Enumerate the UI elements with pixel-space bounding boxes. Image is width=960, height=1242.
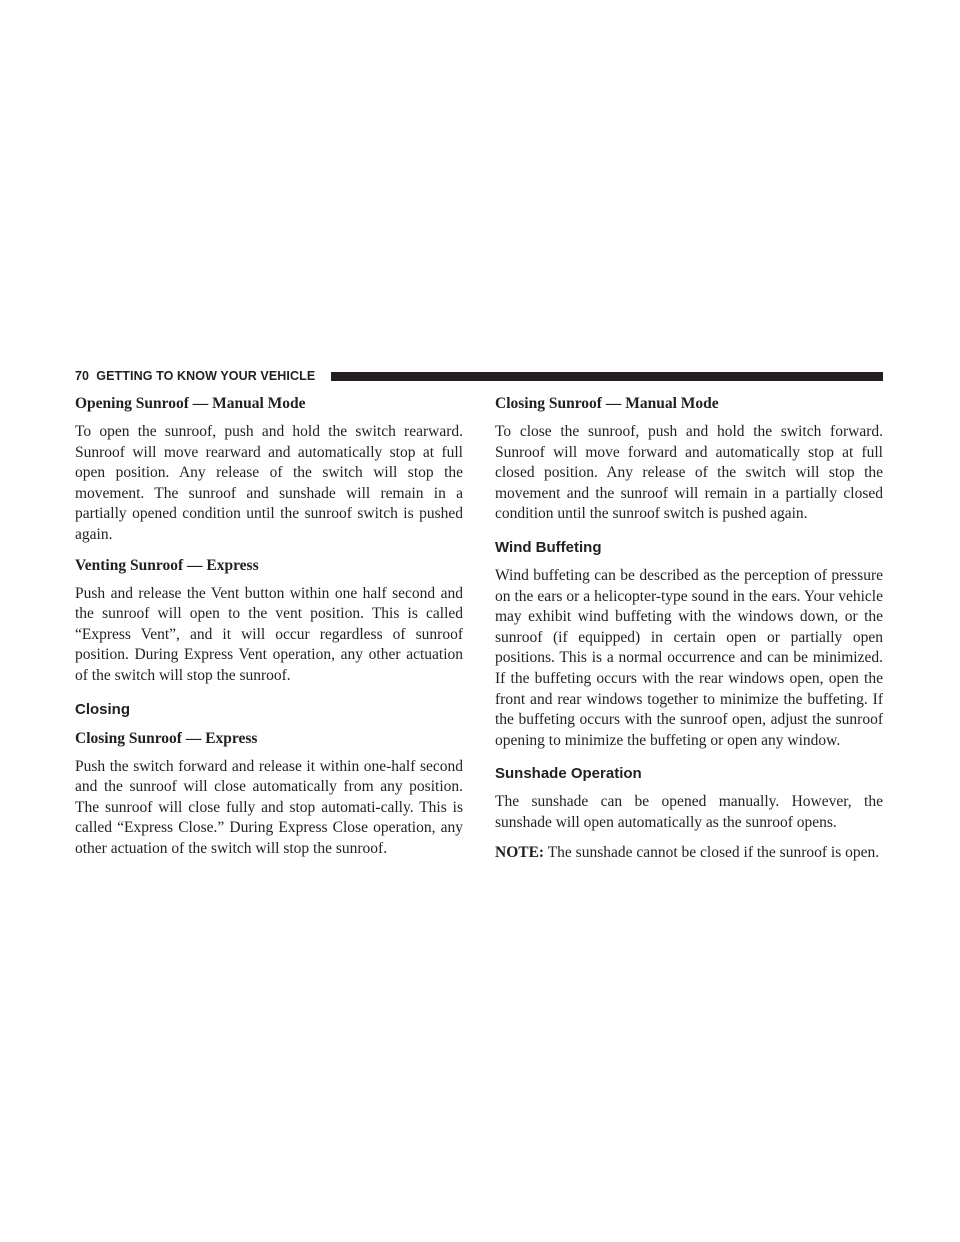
page-header <box>75 368 883 386</box>
wind-buffeting-text: Wind buffeting can be described as the perception of pressure on the ears or a helicopter-type sound in the ears. Your vehicle may exhibit wind buffeting with the windows down, or the sunroof (if equipped) in certain open or partially open positions. This is a normal occurrence and can be minimized. If the buffeting occurs with the rear windows open, open the front and rear windows together to minimize the buffeting. If the buffeting occurs with the sunroof open, adjust the sunroof opening to minimize the buffeting or open any window. <box>495 566 883 749</box>
header-text <box>75 369 315 383</box>
note-label: NOTE: <box>495 843 545 861</box>
sunshade-title: Sunshade Operation <box>495 765 642 783</box>
note-paragraph <box>495 843 883 864</box>
closing-manual-text: To close the sunroof, push and hold the switch forward. Sunroof will move forward and automatically stop at full closed position. Any release of the switch will stop the movement and the sunroof will remain in a partially closed condition until the sunroof switch is pushed again. <box>495 423 883 523</box>
opening-manual-text: To open the sunroof, push and hold the switch rearward. Sunroof will move rearward and automatically stop at full open position. Any release of the switch will stop the movement. The sunroof and sunshade will remain in a partially opened condition until the sunroof switch is pushed again. <box>75 423 463 543</box>
left-column <box>75 390 463 869</box>
venting-text: Push and release the Vent button within one half second and the sunroof will open to the vent position. This is called “Express Vent”, and it will occur regardless of sunroof position. During Express Vent operation, any other actuation of the switch will stop the sunroof. <box>75 584 463 684</box>
right-column <box>495 390 883 872</box>
closing-section-title: Closing <box>75 700 130 718</box>
wind-buffeting-title: Wind Buffeting <box>495 538 602 556</box>
venting-title: Venting Sunroof — Express <box>75 556 259 574</box>
section-name: GETTING TO KNOW YOUR VEHICLE <box>96 369 316 383</box>
closing-manual-title: Closing Sunroof — Manual Mode <box>495 395 719 412</box>
sunshade-text: The sunshade can be opened manually. However, the sunshade will open automatically as the sunroof opens. <box>495 793 883 831</box>
header-rule <box>331 372 883 381</box>
opening-manual-title: Opening Sunroof — Manual Mode <box>75 395 306 412</box>
closing-express-title: Closing Sunroof — Express <box>75 729 258 747</box>
page-number: 70 <box>75 369 90 383</box>
closing-express-text: Push the switch forward and release it within one-half second and the sunroof will close automatically from any position. The sunroof will close fully and stop automati-cally. This is called “Express Close.” During Express Close operation, any other actuation of the switch will stop the sunroof. <box>75 757 463 857</box>
note-text: The sunshade cannot be closed if the sunroof is open. <box>544 843 880 861</box>
